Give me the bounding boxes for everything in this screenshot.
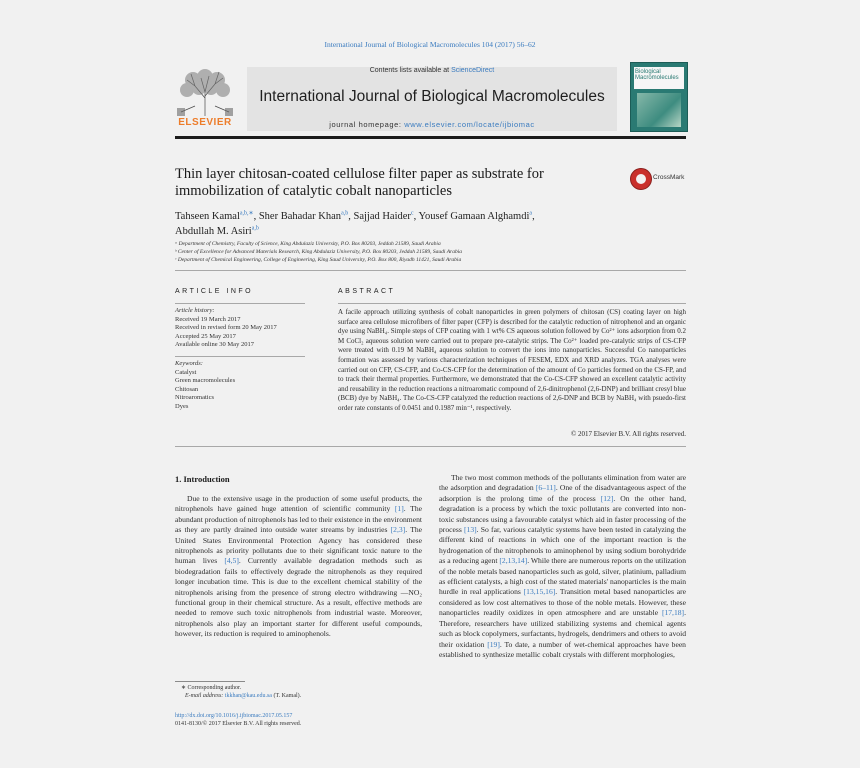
email-link[interactable]: tkkhan@kau.edu.sa [224, 693, 272, 699]
author-name: Sajjad Haider [353, 210, 411, 222]
keyword: Dyes [175, 402, 189, 410]
affiliation-b: ᵇ Center of Excellence for Advanced Materials Research, King Abdulaziz University, P.O. Box 80203, Jeddah 21589, Saudi Arabia [175, 249, 462, 255]
crossmark-icon [630, 168, 652, 190]
homepage-link[interactable]: www.elsevier.com/locate/ijbiomac [404, 120, 535, 129]
author-2 [259, 211, 354, 222]
text-run: . Transition metal based nanoparticles are considered as low cost alternatives to those of the noble metals. However, these nanoparticles readily oxidizes in open atmosphere and are unstable [439, 587, 686, 618]
citation-link[interactable]: [19] [487, 639, 500, 649]
contents-line [247, 67, 617, 74]
citation-link[interactable]: [2,3] [390, 525, 406, 535]
sciencedirect-link[interactable]: ScienceDirect [451, 67, 495, 74]
citation-link[interactable]: [1] [394, 504, 404, 514]
homepage-prefix: journal homepage: [329, 120, 405, 129]
cover-artwork [637, 93, 681, 127]
author-list [175, 207, 685, 238]
crossmark-badge[interactable] [630, 168, 690, 190]
affiliation-a: ᵃ Department of Chemistry, Faculty of Science, King Abdulaziz University, P.O. Box 80203, Jeddah 21589, Saudi Arabia [175, 241, 441, 247]
author-1 [175, 211, 259, 222]
doi-link[interactable]: http://dx.doi.org/10.1016/j.ijbiomac.2017.05.157 [175, 713, 293, 719]
keyword: Green macromolecules [175, 377, 236, 384]
intro-left-column [175, 494, 422, 640]
affiliation-rule [175, 270, 686, 271]
author-5 [175, 226, 259, 237]
text-run: . The United States Environmental Protection Agency has considered these nitrophenols as priority pollutants due to their significant toxic nature to the human lives [175, 525, 423, 566]
affiliation-c: ᶜ Department of Chemical Engineering, College of Engineering, King Saud University, P.O. Box 800, Riyadh 11421, Saudi Arabia [175, 257, 462, 263]
author-sep: , [253, 210, 259, 222]
article-info-heading: ARTICLE INFO [175, 288, 254, 295]
abstract-heading: ABSTRACT [338, 288, 396, 295]
text-run: The two most common methods of the pollutants elimination from water are the adsorption and degradation [439, 473, 686, 493]
citation-link[interactable]: [12] [600, 493, 614, 503]
corresponding-author-note: ∗ Corresponding author. [181, 685, 242, 691]
citation-link[interactable]: [6–11] [535, 483, 556, 493]
journal-name: International Journal of Biological Macromolecules [259, 88, 605, 105]
contents-prefix: Contents lists available at [369, 67, 452, 74]
abstract-text: A facile approach utilizing synthesis of cobalt nanoparticles in green polymers of chitosan (CS) coating layer on high surface area cellulose microfibers of filter paper (CFP) is described for the catalytic reduction of nitrophenol and an organic dye using NaBH₄. Simple steps of CFP coating with 1 wt% CS aqueous solution followed by Co²⁺ ions adsorption from 0.2 M CoCl₂ aqueous solution were carried out to prepare pre-catalytic strips. The Co²⁺ loaded pre-catalytic strips of CS-CFP were treated with 0.19 M NaBH₄ aqueous solution to convert the ions into nanoparticles. Successful Co nanoparticles formation was assessed by various characterization techniques of FESEM, EDX and XRD analyzes. TGA analyses were carried out on CFP, CS-CFP, and Co-CS-CFP for the determination of the amount of Co particles formed on the CS-FP, and to track their thermal properties. Furthermore, we demonstrated that the Co-CS-CFP showed an excellent catalytic activity and reusability in the reduction reactions a nitroaromatic compound of 2,6-dinitrophenol (2,6-DNP) and brilliant cresyl blue (BCB) dye by NaBH₄. The Co-CS-CFP catalyzed the reduction reactions of 2,6-DNP and BCB by NaBH₄ with psuedo-first order rate constants of 0.0451 and 0.1987 min⁻¹, respectively. [338, 308, 686, 412]
history-item: Received 19 March 2017 [175, 315, 241, 323]
author-sep: , [532, 210, 535, 222]
abstract-copyright: © 2017 Elsevier B.V. All rights reserved. [570, 430, 686, 438]
elsevier-tree-logo [175, 68, 235, 118]
citation-link[interactable]: [13] [464, 525, 477, 535]
cover-title: Biological Macromolecules [635, 69, 679, 81]
author-sep: , [413, 210, 419, 222]
journal-cover-image [630, 62, 688, 132]
text-run: . Therefore, researchers have utilized stabilizing systems and chemical agents such as block copolymers, surfactants, hydrogels, dendrimers and others to avoid their oxidation [439, 608, 686, 649]
email-suffix: (T. Kamal). [271, 693, 302, 699]
keyword: Catalyst [175, 368, 197, 376]
author-name: Abdullah M. Asiri [175, 226, 252, 237]
abstract-rule [338, 303, 686, 304]
author-sep: , [348, 210, 354, 222]
author-name: Tahseen Kamal [175, 210, 240, 222]
history-item: Available online 30 May 2017 [175, 341, 254, 348]
homepage-line [247, 120, 617, 129]
text-run: . The abundant production of nitrophenols has led to their existence in the environment as they are partly drained into outside water streams by industries [175, 504, 422, 535]
affiliations [175, 240, 685, 264]
article-history [175, 307, 315, 350]
history-item: Accepted 25 May 2017 [175, 332, 236, 340]
article-title: Thin layer chitosan-coated cellulose filter paper as substrate for immobilization of catalytic cobalt nanoparticles [175, 166, 544, 199]
crossmark-label: CrossMark [653, 174, 685, 181]
citation-link[interactable]: [13,15,16] [523, 587, 556, 597]
keywords-rule [175, 356, 305, 357]
citation-link[interactable]: [4,5] [224, 556, 239, 566]
author-4 [418, 211, 534, 222]
footnote-rule [175, 681, 245, 682]
intro-heading: 1. Introduction [175, 474, 230, 484]
author-affil-sup[interactable]: a,b,∗ [239, 210, 254, 216]
abstract-bottom-rule [175, 446, 686, 447]
citation-link[interactable]: [17,18] [661, 608, 685, 618]
article-info-rule [175, 303, 305, 304]
text-run: Due to the extensive usage in the production of some useful products, the nitrophenols have gained huge attention of scientific community [175, 494, 422, 514]
keyword: Chitosan [175, 385, 199, 393]
email-label: E-mail address: [185, 693, 225, 699]
author-affil-sup[interactable]: a,b [251, 225, 259, 232]
text-run: . While there are numerous reports on the utilization of the noble metals based nanoparticles such as gold, silver, platinium, palladium as efficient catalysts, a high cost of the stated materials' nanoparticles is the main hurdle in real applications [439, 556, 686, 597]
history-item: Received in revised form 20 May 2017 [175, 324, 277, 331]
text-run: . One of the disadvantageous aspect of the adsorption is the prolong time of the process [439, 483, 686, 503]
keywords-heading: Keywords: [175, 360, 203, 367]
citation-link[interactable]: [2,13,14] [499, 556, 528, 566]
author-3 [353, 211, 418, 222]
issn-line: 0141-8130/© 2017 Elsevier B.V. All rights reserved. [175, 721, 302, 727]
history-heading: Article history: [175, 307, 215, 314]
doi-block [175, 712, 425, 728]
author-name: Yousef Gamaan Alghamdi [418, 210, 530, 222]
author-name: Sher Bahadar Khan [258, 210, 342, 222]
footnote [175, 684, 425, 700]
masthead-rule [175, 136, 686, 139]
author-affil-sup[interactable]: a,b [341, 210, 349, 216]
text-run: . On the other hand, degradation is a process by which the toxic pollutants are converted into non-toxic substances using a favourable catalyst which aid in faster processing of the process [439, 493, 686, 535]
intro-right-column [439, 473, 686, 660]
keyword: Nitroaromatics [175, 394, 214, 401]
author-affil-sup[interactable]: a [529, 210, 533, 216]
running-header[interactable]: International Journal of Biological Macromolecules 104 (2017) 56–62 [324, 40, 536, 49]
author-affil-sup[interactable]: c [410, 210, 414, 216]
publisher-logo-text: ELSEVIER [178, 117, 232, 128]
keywords [175, 360, 315, 411]
text-run: . So far, various catalytic systems have been tested in catalyzing the different kind of reactions in which one of the important reaction is the hydrogenation of the nitrophenols to aminophenol by using sodium borohydride as a reducing agent [439, 525, 686, 566]
email-line [175, 692, 425, 700]
text-run: . To date, a number of wet-chemical approaches have been established to synthesize metallic cobalt crystals with different morphologies, [439, 639, 686, 659]
text-run: . Currently available degradation methods such as biodegradation fails to effectively degrade the nitrophenols as they required longer incubation time. This is due to the excellent chemical stability of the nitrophenols arising from the presence of strong electro withdrawing —NO₂ functional group in their chemical structure. As a result, effective methods are needed to remove such toxic nitrophenols from industrial waste. Moreover, nitrophenols also play an important starter for different useful compounds, however, its reduction is required to aminophenols. [175, 556, 422, 639]
